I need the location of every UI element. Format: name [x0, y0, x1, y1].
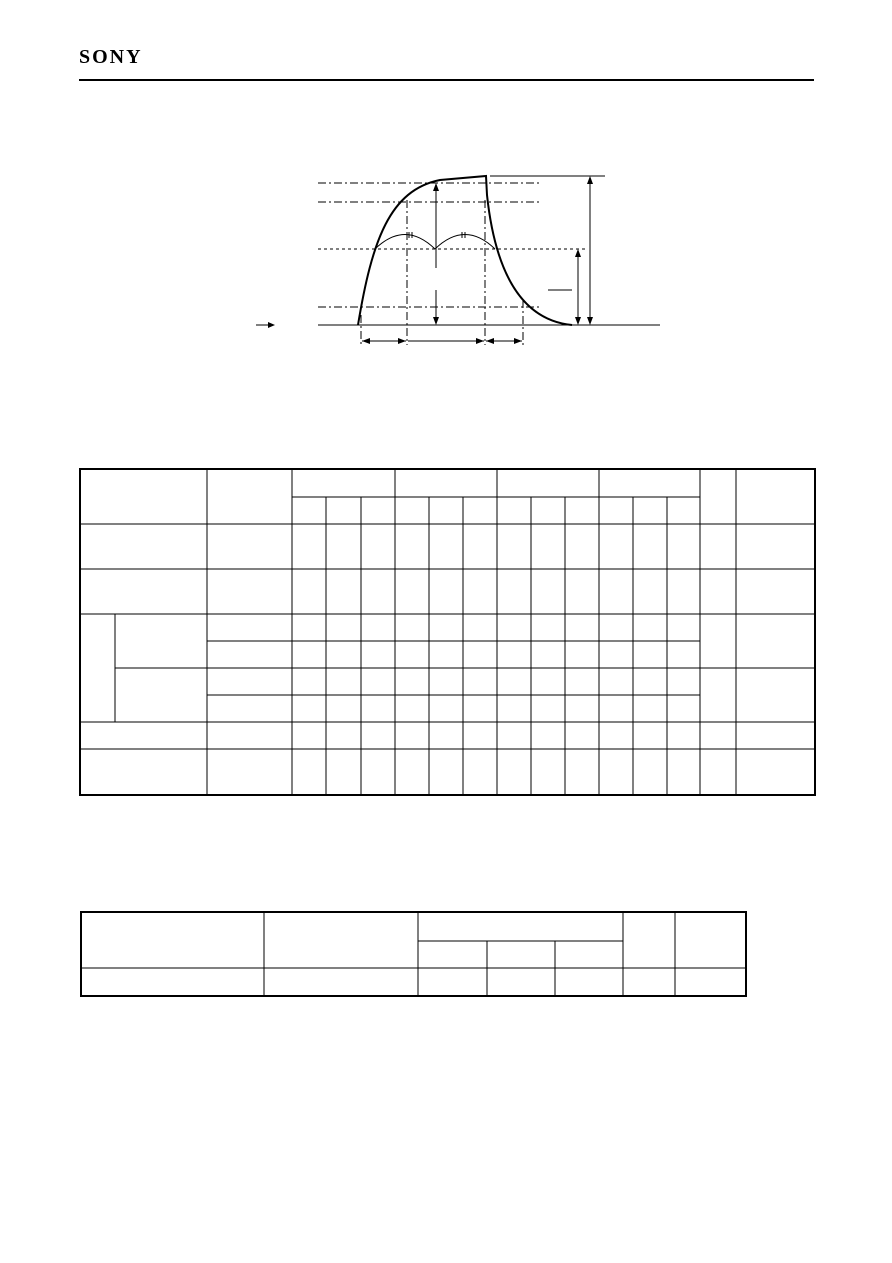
header-rule	[79, 79, 814, 81]
pulse-curve	[358, 176, 572, 325]
waveform-diagram	[250, 160, 670, 360]
secondary-table	[80, 911, 747, 997]
brand-logo: SONY	[79, 46, 143, 68]
characteristics-table	[79, 468, 816, 796]
